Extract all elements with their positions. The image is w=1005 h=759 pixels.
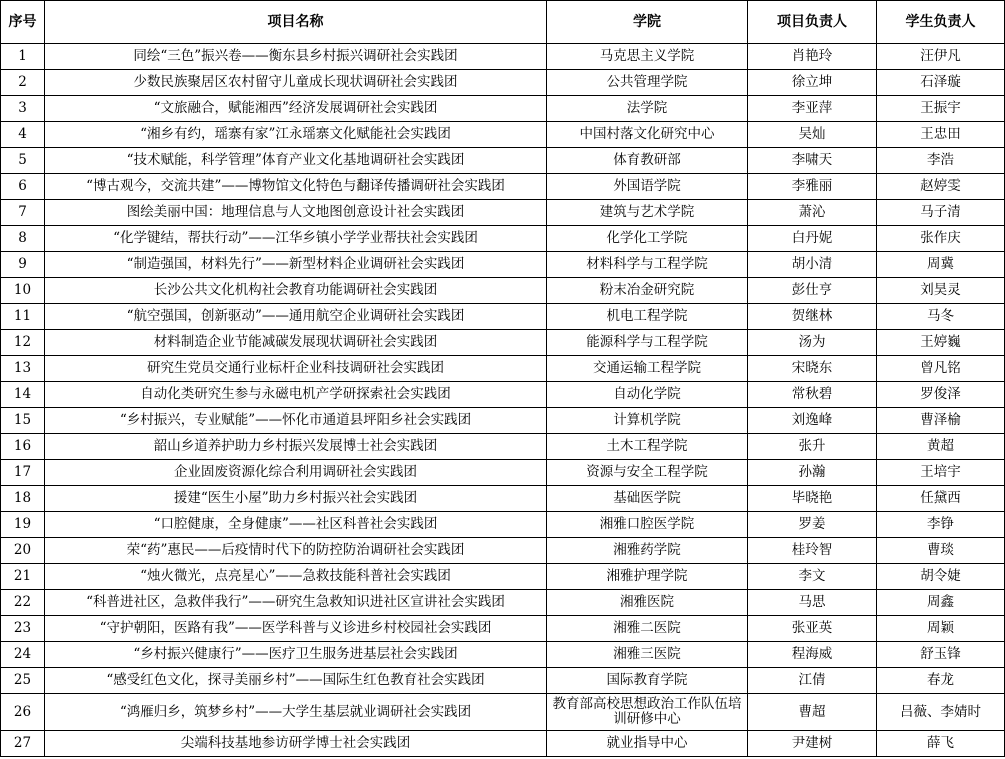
cell-no: 12 — [1, 330, 45, 356]
table-row — [1, 278, 1005, 304]
cell-no: 23 — [1, 616, 45, 642]
cell-school: 公共管理学院 — [547, 70, 748, 96]
cell-school: 湘雅口腔医学院 — [547, 512, 748, 538]
cell-leader: 白丹妮 — [748, 226, 877, 252]
cell-school: 湘雅二医院 — [547, 616, 748, 642]
cell-name: “乡村振兴，专业赋能”——怀化市通道县坪阳乡社会实践团 — [45, 408, 547, 434]
cell-student: 马子清 — [877, 200, 1005, 226]
cell-student: 王培宇 — [877, 460, 1005, 486]
cell-name: “科普进社区，急救伴我行”——研究生急救知识进社区宣讲社会实践团 — [45, 590, 547, 616]
cell-school: 计算机学院 — [547, 408, 748, 434]
cell-school: 湘雅药学院 — [547, 538, 748, 564]
table-header — [1, 1, 1005, 44]
cell-name: 长沙公共文化机构社会教育功能调研社会实践团 — [45, 278, 547, 304]
table-row — [1, 96, 1005, 122]
header-school: 学院 — [547, 1, 748, 44]
cell-no: 19 — [1, 512, 45, 538]
cell-name: 材料制造企业节能减碳发展现状调研社会实践团 — [45, 330, 547, 356]
cell-student: 王振宇 — [877, 96, 1005, 122]
cell-name: “技术赋能，科学管理”体育产业文化基地调研社会实践团 — [45, 148, 547, 174]
table-row — [1, 382, 1005, 408]
table-row — [1, 174, 1005, 200]
cell-no: 21 — [1, 564, 45, 590]
table-row — [1, 668, 1005, 694]
cell-school: 湘雅三医院 — [547, 642, 748, 668]
cell-school: 体育教研部 — [547, 148, 748, 174]
header-name: 项目名称 — [45, 1, 547, 44]
cell-leader: 宋晓东 — [748, 356, 877, 382]
cell-school: 外国语学院 — [547, 174, 748, 200]
cell-leader: 江倩 — [748, 668, 877, 694]
cell-name: “口腔健康，全身健康”——社区科普社会实践团 — [45, 512, 547, 538]
cell-leader: 胡小清 — [748, 252, 877, 278]
cell-student: 李铮 — [877, 512, 1005, 538]
cell-leader: 毕晓艳 — [748, 486, 877, 512]
cell-leader: 李文 — [748, 564, 877, 590]
cell-leader: 张亚英 — [748, 616, 877, 642]
cell-student: 刘昊灵 — [877, 278, 1005, 304]
cell-name: “制造强国，材料先行”——新型材料企业调研社会实践团 — [45, 252, 547, 278]
cell-student: 赵婷雯 — [877, 174, 1005, 200]
cell-school: 基础医学院 — [547, 486, 748, 512]
cell-leader: 肖艳玲 — [748, 44, 877, 70]
table-row — [1, 408, 1005, 434]
cell-leader: 程海威 — [748, 642, 877, 668]
table-row — [1, 356, 1005, 382]
cell-name: “鸿雁归乡，筑梦乡村”——大学生基层就业调研社会实践团 — [45, 694, 547, 731]
table-row — [1, 304, 1005, 330]
cell-school: 教育部高校思想政治工作队伍培训研修中心 — [547, 694, 748, 731]
cell-school: 化学化工学院 — [547, 226, 748, 252]
cell-leader: 徐立坤 — [748, 70, 877, 96]
cell-student: 薛飞 — [877, 731, 1005, 757]
cell-student: 马冬 — [877, 304, 1005, 330]
cell-student: 吕薇、李婧时 — [877, 694, 1005, 731]
cell-name: 尖端科技基地参访研学博士社会实践团 — [45, 731, 547, 757]
cell-student: 黄超 — [877, 434, 1005, 460]
cell-name: “烛火微光，点亮星心”——急救技能科普社会实践团 — [45, 564, 547, 590]
cell-student: 周冀 — [877, 252, 1005, 278]
cell-name: 荣“药”惠民——后疫情时代下的防控防治调研社会实践团 — [45, 538, 547, 564]
cell-name: “化学键结，帮扶行动”——江华乡镇小学学业帮扶社会实践团 — [45, 226, 547, 252]
cell-no: 27 — [1, 731, 45, 757]
cell-leader: 马思 — [748, 590, 877, 616]
table-row — [1, 44, 1005, 70]
table-row — [1, 200, 1005, 226]
cell-name: 自动化类研究生参与永磁电机产学研探索社会实践团 — [45, 382, 547, 408]
cell-student: 周颖 — [877, 616, 1005, 642]
cell-name: 企业固废资源化综合利用调研社会实践团 — [45, 460, 547, 486]
cell-no: 13 — [1, 356, 45, 382]
cell-student: 舒玉锋 — [877, 642, 1005, 668]
cell-leader: 曹超 — [748, 694, 877, 731]
cell-leader: 尹建树 — [748, 731, 877, 757]
cell-no: 9 — [1, 252, 45, 278]
cell-no: 5 — [1, 148, 45, 174]
table-row — [1, 70, 1005, 96]
cell-school: 资源与安全工程学院 — [547, 460, 748, 486]
cell-no: 24 — [1, 642, 45, 668]
cell-no: 26 — [1, 694, 45, 731]
cell-no: 17 — [1, 460, 45, 486]
cell-school: 自动化学院 — [547, 382, 748, 408]
cell-student: 王忠田 — [877, 122, 1005, 148]
cell-leader: 贺继林 — [748, 304, 877, 330]
cell-no: 20 — [1, 538, 45, 564]
header-row — [1, 1, 1005, 44]
cell-leader: 张升 — [748, 434, 877, 460]
cell-name: “航空强国，创新驱动”——通用航空企业调研社会实践团 — [45, 304, 547, 330]
cell-school: 马克思主义学院 — [547, 44, 748, 70]
cell-student: 曹泽榆 — [877, 408, 1005, 434]
table-row — [1, 434, 1005, 460]
cell-name: “感受红色文化，探寻美丽乡村”——国际生红色教育社会实践团 — [45, 668, 547, 694]
table-row — [1, 252, 1005, 278]
cell-student: 张作庆 — [877, 226, 1005, 252]
cell-school: 中国村落文化研究中心 — [547, 122, 748, 148]
cell-name: “守护朝阳，医路有我”——医学科普与义诊进乡村校园社会实践团 — [45, 616, 547, 642]
cell-leader: 李啸天 — [748, 148, 877, 174]
cell-no: 14 — [1, 382, 45, 408]
cell-school: 交通运输工程学院 — [547, 356, 748, 382]
cell-name: 图绘美丽中国：地理信息与人文地图创意设计社会实践团 — [45, 200, 547, 226]
cell-student: 汪伊凡 — [877, 44, 1005, 70]
cell-name: 少数民族聚居区农村留守儿童成长现状调研社会实践团 — [45, 70, 547, 96]
cell-leader: 孙瀚 — [748, 460, 877, 486]
cell-leader: 李雅丽 — [748, 174, 877, 200]
header-student: 学生负责人 — [877, 1, 1005, 44]
cell-school: 湘雅护理学院 — [547, 564, 748, 590]
table-row — [1, 330, 1005, 356]
cell-leader: 常秋碧 — [748, 382, 877, 408]
table-row — [1, 564, 1005, 590]
cell-leader: 桂玲智 — [748, 538, 877, 564]
cell-no: 10 — [1, 278, 45, 304]
cell-school: 土木工程学院 — [547, 434, 748, 460]
table-row — [1, 538, 1005, 564]
header-no: 序号 — [1, 1, 45, 44]
cell-no: 2 — [1, 70, 45, 96]
cell-name: “乡村振兴健康行”——医疗卫生服务进基层社会实践团 — [45, 642, 547, 668]
cell-name: 研究生党员交通行业标杆企业科技调研社会实践团 — [45, 356, 547, 382]
cell-no: 16 — [1, 434, 45, 460]
cell-name: 韶山乡道养护助力乡村振兴发展博士社会实践团 — [45, 434, 547, 460]
cell-school: 建筑与艺术学院 — [547, 200, 748, 226]
table-row — [1, 486, 1005, 512]
cell-leader: 彭仕亨 — [748, 278, 877, 304]
cell-leader: 萧沁 — [748, 200, 877, 226]
cell-leader: 李亚萍 — [748, 96, 877, 122]
cell-student: 石泽璇 — [877, 70, 1005, 96]
table-row — [1, 512, 1005, 538]
cell-no: 11 — [1, 304, 45, 330]
cell-no: 4 — [1, 122, 45, 148]
cell-no: 15 — [1, 408, 45, 434]
table-row — [1, 122, 1005, 148]
table-body — [1, 44, 1005, 757]
cell-school: 材料科学与工程学院 — [547, 252, 748, 278]
cell-leader: 吴灿 — [748, 122, 877, 148]
cell-no: 1 — [1, 44, 45, 70]
header-leader: 项目负责人 — [748, 1, 877, 44]
cell-student: 曹琰 — [877, 538, 1005, 564]
cell-no: 3 — [1, 96, 45, 122]
cell-leader: 汤为 — [748, 330, 877, 356]
table-row — [1, 460, 1005, 486]
table-row — [1, 731, 1005, 757]
cell-school: 湘雅医院 — [547, 590, 748, 616]
cell-school: 机电工程学院 — [547, 304, 748, 330]
table-row — [1, 226, 1005, 252]
cell-student: 任黛西 — [877, 486, 1005, 512]
cell-no: 6 — [1, 174, 45, 200]
cell-student: 曾凡铭 — [877, 356, 1005, 382]
cell-no: 7 — [1, 200, 45, 226]
cell-name: 援建“医生小屋”助力乡村振兴社会实践团 — [45, 486, 547, 512]
cell-no: 8 — [1, 226, 45, 252]
cell-student: 周鑫 — [877, 590, 1005, 616]
cell-name: “湘乡有约，瑶寨有家”江永瑶寨文化赋能社会实践团 — [45, 122, 547, 148]
cell-student: 李浩 — [877, 148, 1005, 174]
cell-no: 25 — [1, 668, 45, 694]
cell-leader: 罗姜 — [748, 512, 877, 538]
table-row — [1, 616, 1005, 642]
cell-student: 罗俊泽 — [877, 382, 1005, 408]
cell-student: 王婷巍 — [877, 330, 1005, 356]
table-row — [1, 642, 1005, 668]
table-row — [1, 148, 1005, 174]
cell-school: 能源科学与工程学院 — [547, 330, 748, 356]
cell-student: 春龙 — [877, 668, 1005, 694]
table-row — [1, 694, 1005, 731]
cell-name: 同绘“三色”振兴卷——衡东县乡村振兴调研社会实践团 — [45, 44, 547, 70]
cell-school: 粉末冶金研究院 — [547, 278, 748, 304]
cell-name: “博古观今，交流共建”——博物馆文化特色与翻译传播调研社会实践团 — [45, 174, 547, 200]
cell-leader: 刘逸峰 — [748, 408, 877, 434]
cell-school: 就业指导中心 — [547, 731, 748, 757]
table-row — [1, 590, 1005, 616]
cell-student: 胡令婕 — [877, 564, 1005, 590]
cell-name: “文旅融合，赋能湘西”经济发展调研社会实践团 — [45, 96, 547, 122]
cell-school: 法学院 — [547, 96, 748, 122]
cell-no: 18 — [1, 486, 45, 512]
cell-school: 国际教育学院 — [547, 668, 748, 694]
cell-no: 22 — [1, 590, 45, 616]
